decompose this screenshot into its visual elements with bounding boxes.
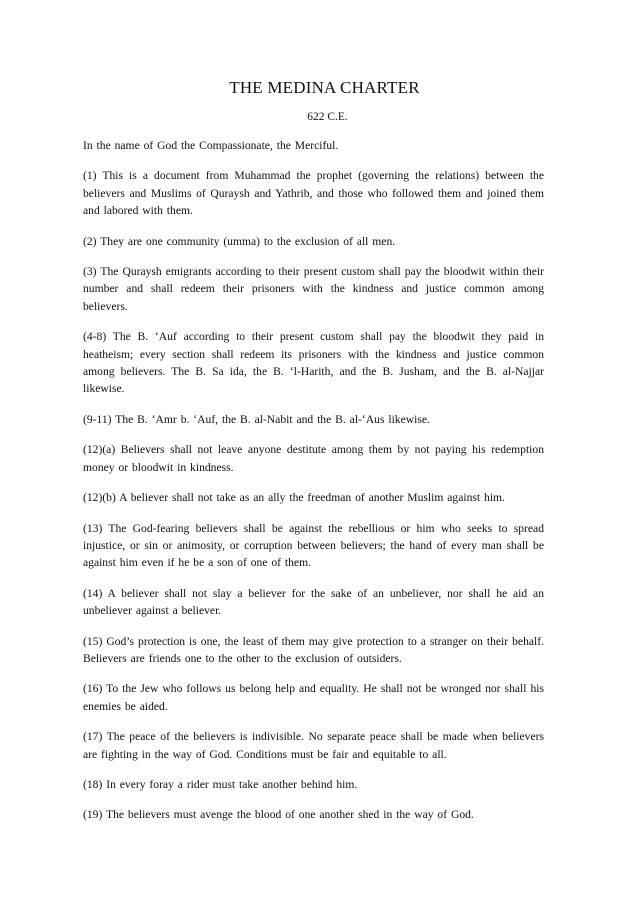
paragraph-17: (17) The peace of the believers is indivisible. No separate peace shall be made when believers are fighting in the way of God. Conditions must be fair and equitable to all. (83, 730, 544, 761)
paragraph-invocation: In the name of God the Compassionate, the Merciful. (83, 139, 339, 152)
paragraph-16: (16) To the Jew who follows us belong help and equality. He shall not be wronged nor shall his enemies be aided. (83, 682, 544, 713)
paragraph-3: (3) The Quraysh emigrants according to their present custom shall pay the bloodwit within their number and shall redeem their prisoners with the kindness and justice common among believers. (83, 265, 544, 313)
paragraph-14: (14) A believer shall not slay a believer for the sake of an unbeliever, nor shall he aid an unbeliever against a believer. (83, 586, 544, 618)
paragraph-13: (13) The God-fearing believers shall be against the rebellious or him who seeks to spread injustice, or sin or animosity, or corruption between believers; the hand of every man shall be against him even if he be a son of one of them. (83, 521, 544, 570)
paragraph-12a: (12)(a) Believers shall not leave anyone destitute among them by not paying his redemption money or bloodwit in kindness. (83, 443, 544, 474)
document-title: THE MEDINA CHARTER (229, 78, 420, 97)
document-date: 622 C.E. (307, 111, 348, 123)
paragraph-12b: (12)(b) A believer shall not take as an ally the freedman of another Muslim against him. (83, 491, 505, 505)
paragraph-19: (19) The believers must avenge the blood of one another shed in the way of God. (83, 808, 474, 822)
paragraph-15: (15) God’s protection is one, the least of them may give protection to a stranger on their behalf. Believers are friends one to the other to the exclusion of outsiders. (83, 634, 544, 665)
paragraph-9-11: (9-11) The B. ‘Amr b. ‘Auf, the B. al-Nabit and the B. al-‘Aus likewise. (83, 412, 430, 426)
paragraph-1: (1) This is a document from Muhammad the prophet (governing the relations) between the believers and Muslims of Quraysh and Yathrib, and those who followed them and joined them and labored with them. (83, 169, 544, 218)
paragraph-18: (18) In every foray a rider must take another behind him. (83, 777, 358, 791)
paragraph-2: (2) They are one community (umma) to the exclusion of all men. (83, 234, 396, 248)
document-page (83, 78, 544, 837)
paragraph-4-8: (4-8) The B. ‘Auf according to their present custom shall pay the bloodwit they paid in heatheism; every section shall redeem its prisoners with the kindness and justice common among believers. The B. Sa ida, the B. ‘l-Harith, and the B. Jusham, and the B. al-Najjar likewise. (83, 330, 544, 396)
